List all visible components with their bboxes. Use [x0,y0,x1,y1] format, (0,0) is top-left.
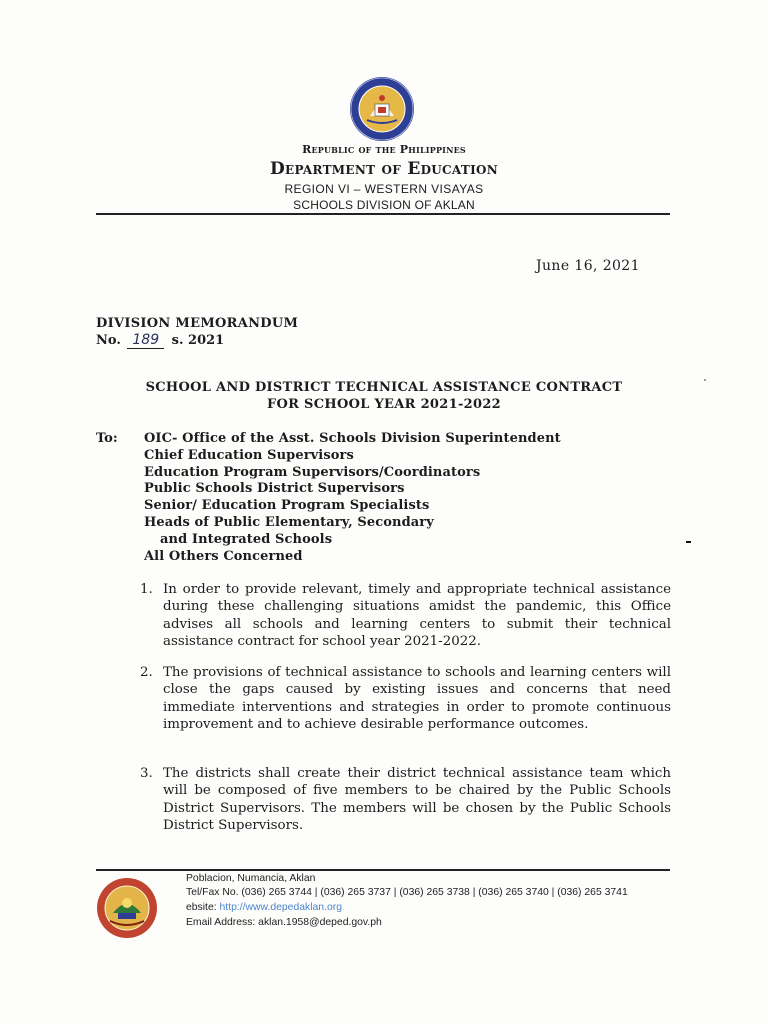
website-label: ebsite: [186,902,220,913]
republic-heading: Republic of the Philippines [302,143,466,156]
subject-line-1: SCHOOL AND DISTRICT TECHNICAL ASSISTANCE CONTRACT [145,380,623,395]
footer-divider [96,869,670,871]
deped-seal-icon [349,76,415,142]
paragraph-number: 2. [140,665,153,680]
memo-date: June 16, 2021 [536,258,640,274]
recipient-item: Education Program Supervisors/Coordinators [144,464,481,480]
subject-line-2: FOR SCHOOL YEAR 2021-2022 [266,397,502,412]
paragraph-text: The provisions of technical assistance to schools and learning centers will close the gaps caused by existing issues and concerns that need immediate interventions and strategies in order to promote continuous improvement and to achieve desirable performance outcomes. [163,665,671,733]
memo-number: 189 [127,332,164,349]
recipient-item: Chief Education Supervisors [144,447,354,463]
division-of-aklan-seal-icon [96,877,158,939]
to-label: To: [96,431,118,446]
paragraph-number: 3. [140,766,153,781]
paragraph-1 [140,581,671,651]
scan-speck [704,379,706,381]
footer-telfax: Tel/Fax No. (036) 265 3744 | (036) 265 3737 | (036) 265 3738 | (036) 265 3740 | (036) 265 3741 [186,887,628,898]
recipient-item: and Integrated Schools [160,531,333,547]
recipient-item: All Others Concerned [144,548,303,564]
division-heading: SCHOOLS DIVISION OF AKLAN [293,198,475,212]
recipient-item: OIC- Office of the Asst. Schools Division Superintendent [144,431,561,446]
recipient-item: Heads of Public Elementary, Secondary [144,514,434,530]
footer-website [186,902,342,913]
paragraph-text: In order to provide relevant, timely and appropriate technical assistance during these challenging situations amidst the pandemic, this Office advises all schools and learning centers to submit their technical assistance contract for school year 2021-2022. [163,582,671,650]
recipient-list [144,431,561,565]
region-heading: REGION VI – WESTERN VISAYAS [284,182,484,196]
department-heading: Department of Education [269,159,499,179]
paragraph-text: The districts shall create their district technical assistance team which will be composed of five members to be chaired by the Public Schools District Supervisors. The members will be chosen by the Public Schools District Supervisors. [163,766,671,834]
memo-number-line [96,332,224,348]
scan-speck [686,541,691,543]
memo-title: DIVISION MEMORANDUM [96,316,299,331]
paragraph-3 [140,765,671,835]
recipient-item: Public Schools District Supervisors [144,481,405,497]
memo-number-label: No. [96,333,121,348]
recipient-item: Senior/ Education Program Specialists [144,498,430,514]
footer-email: Email Address: aklan.1958@deped.gov.ph [186,917,382,928]
memo-series: s. 2021 [171,333,225,348]
paragraph-2 [140,664,671,734]
paragraph-number: 1. [140,582,153,597]
header-divider [96,213,670,215]
website-link[interactable]: http://www.depedaklan.org [219,902,342,913]
footer-address: Poblacion, Numancia, Aklan [186,873,316,884]
